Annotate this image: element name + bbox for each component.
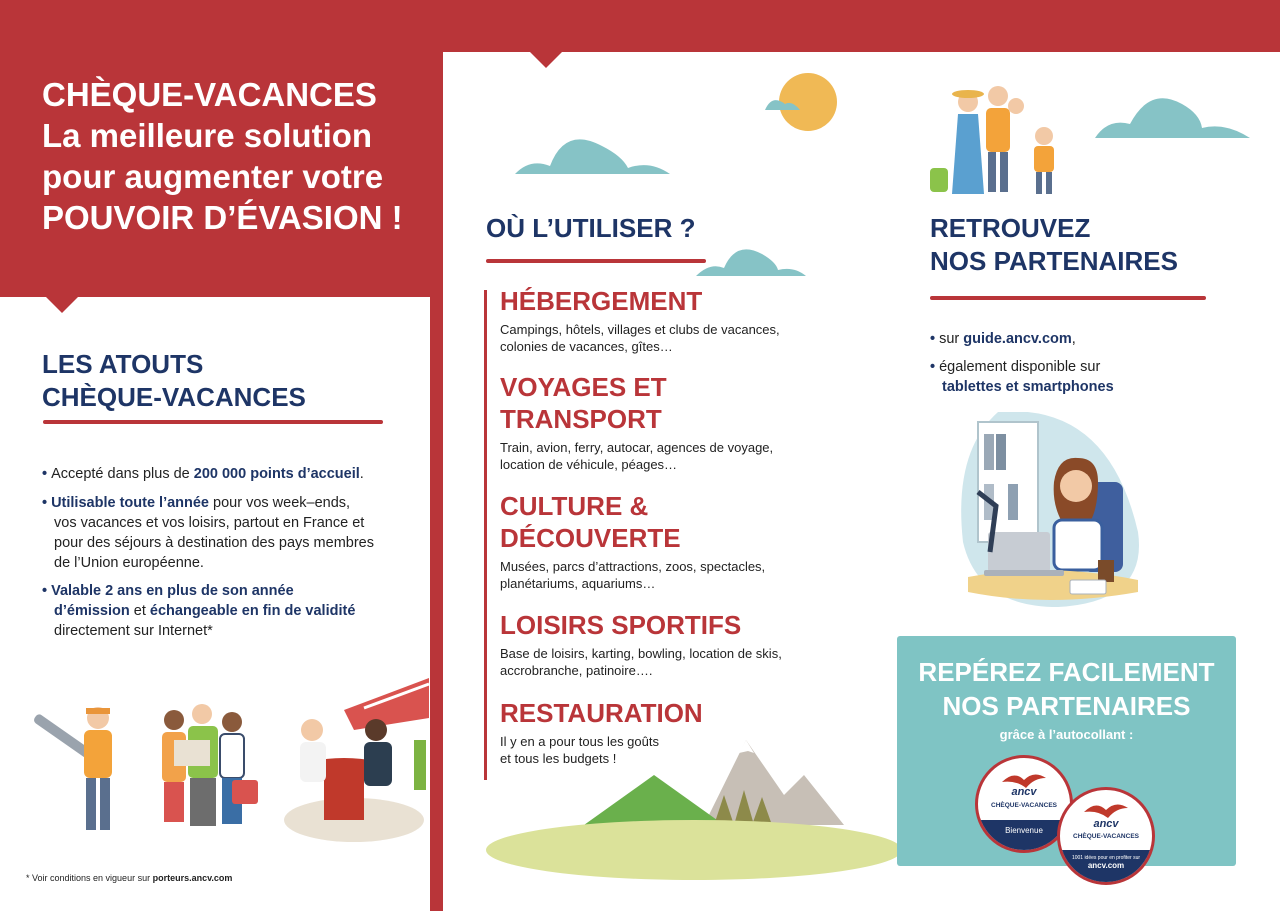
hero-line-2: La meilleure solution bbox=[42, 117, 373, 154]
atouts-title-line-1: LES ATOUTS bbox=[42, 349, 204, 379]
bullet-dot: • bbox=[930, 359, 936, 375]
atouts-rule bbox=[43, 420, 383, 424]
partners-rule bbox=[930, 296, 1206, 300]
usage-rule bbox=[486, 259, 706, 263]
hero-line-1: CHÈQUE-VACANCES bbox=[42, 76, 377, 113]
ancv-sticker-welcome: ancv CHÈQUE-VACANCES Bienvenue bbox=[975, 755, 1073, 853]
section-loisirs: LOISIRS SPORTIFS Base de loisirs, karting, bowling, location de skis, accrobranche, patinoire…. bbox=[500, 610, 782, 678]
hero-notch bbox=[46, 297, 78, 313]
atouts-bullet-3: • Valable 2 ans en plus de son année d’émission et échangeable en fin de validité directement sur Internet* bbox=[42, 583, 356, 639]
usage-title: OÙ L’UTILISER ? bbox=[486, 213, 696, 243]
section-transport: VOYAGES ET TRANSPORT Train, avion, ferry, autocar, agences de voyage, location de véhicule, péages… bbox=[500, 372, 774, 472]
atouts-bullet-1: • Accepté dans plus de 200 000 points d’accueil. bbox=[42, 466, 364, 482]
banner-notch bbox=[530, 52, 562, 68]
sticker-title-line-1: REPÉREZ FACILEMENT bbox=[918, 657, 1215, 687]
ancv-sticker-ideas: ancv CHÈQUE-VACANCES 1001 idées pour en profiter sur ancv.com bbox=[1057, 787, 1155, 885]
section-restauration: RESTAURATION Il y en a pour tous les goûts et tous les budgets ! bbox=[500, 698, 703, 766]
sticker-box-subtitle: grâce à l’autocollant : bbox=[999, 727, 1134, 742]
bullet-dot: • bbox=[42, 466, 48, 482]
footnote: * Voir conditions en vigueur sur porteurs.ancv.com bbox=[26, 873, 233, 883]
sticker-box-title bbox=[897, 655, 1236, 723]
hero-line-3: pour augmenter votre bbox=[42, 158, 384, 195]
travellers-illustration bbox=[24, 670, 434, 850]
partners-item-1: • sur guide.ancv.com, bbox=[930, 331, 1076, 347]
atouts-bullet-2: • Utilisable toute l’année pour vos week–ends, vos vacances et vos loisirs, partout en France et pour des séjours à destination des pays membres de l’Union européenne. bbox=[42, 495, 374, 571]
sun-and-clouds bbox=[510, 70, 840, 280]
partners-title bbox=[930, 212, 1178, 278]
guide-link[interactable]: guide.ancv.com bbox=[963, 331, 1072, 347]
partners-item-2: • également disponible sur tablettes et smartphones bbox=[930, 359, 1114, 395]
atouts-title-line-2: CHÈQUE-VACANCES bbox=[42, 382, 306, 412]
hero-line-4: POUVOIR D’ÉVASION ! bbox=[42, 199, 403, 236]
atouts-title bbox=[42, 348, 306, 414]
hero-title bbox=[42, 74, 422, 238]
footnote-link[interactable]: porteurs.ancv.com bbox=[152, 873, 233, 883]
bullet-dot: • bbox=[42, 495, 48, 511]
bullet-dot: • bbox=[42, 583, 48, 599]
sticker-title-line-2: NOS PARTENAIRES bbox=[942, 691, 1191, 721]
section-hebergement: HÉBERGEMENT Campings, hôtels, villages et clubs de vacances, colonies de vacances, gîtes… bbox=[500, 286, 780, 354]
family-illustration bbox=[920, 84, 1260, 200]
partners-title-line-1: RETROUVEZ bbox=[930, 213, 1091, 243]
landscape-illustration bbox=[484, 735, 904, 885]
partners-title-line-2: NOS PARTENAIRES bbox=[930, 246, 1178, 276]
laptop-user-illustration bbox=[958, 412, 1148, 612]
usage-sections bbox=[500, 285, 830, 767]
section-culture: CULTURE & DÉCOUVERTE Musées, parcs d’attractions, zoos, spectacles, planétariums, aquariums… bbox=[500, 491, 766, 591]
bullet-dot: • bbox=[930, 331, 936, 347]
usage-vertical-rule bbox=[484, 290, 487, 780]
